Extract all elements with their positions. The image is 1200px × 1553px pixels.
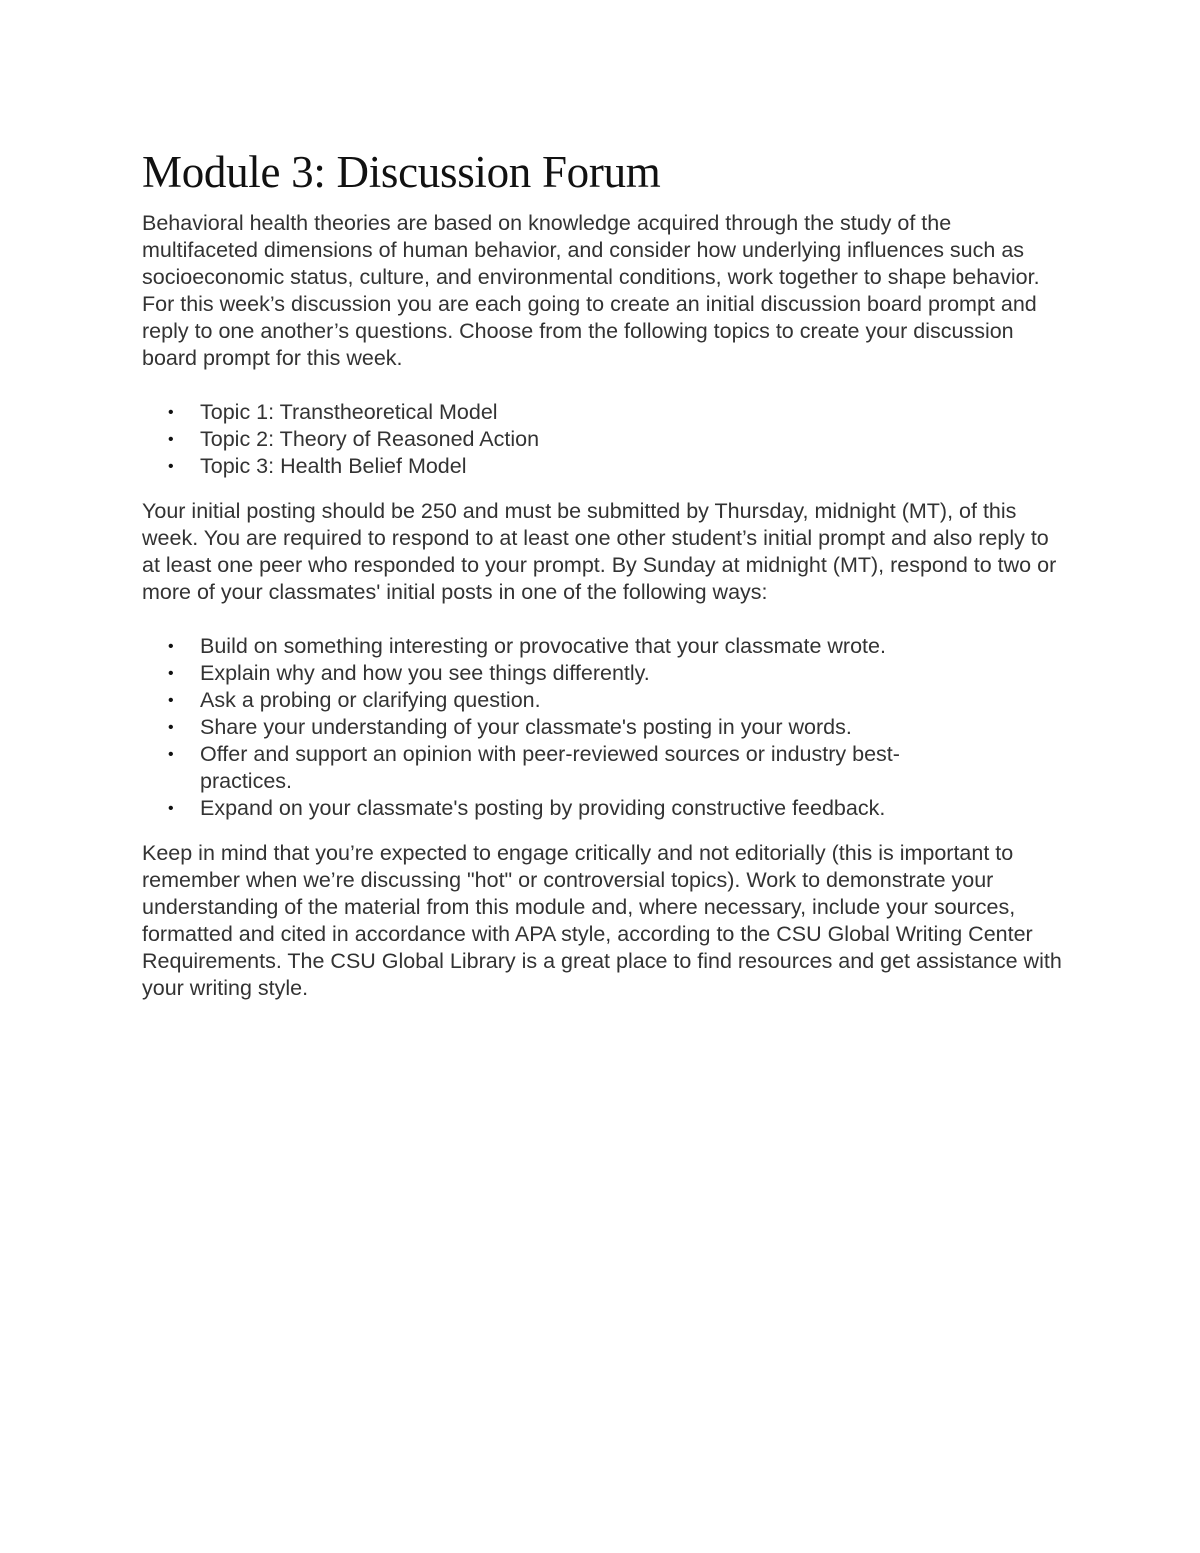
bullet-icon: •: [168, 746, 174, 763]
response-ways-list: [142, 633, 1062, 822]
bullet-icon: •: [168, 404, 174, 421]
list-item: [142, 399, 1062, 426]
bullet-icon: •: [168, 638, 174, 655]
list-item: [142, 795, 1062, 822]
posting-instructions-paragraph: Your initial posting should be 250 and must be submitted by Thursday, midnight (MT), of this week. You are required to respond to at least one other student’s initial prompt and also reply to at least one peer who responded to your prompt. By Sunday at midnight (MT), respond to two or more of your classmates' initial posts in one of the following ways:: [142, 499, 1057, 604]
bullet-icon: •: [168, 800, 174, 817]
closing-paragraph: Keep in mind that you’re expected to engage critically and not editorially (this is important to remember when we’re discussing "hot" or controversial topics). Work to demonstrate your understanding of the material from this module and, where necessary, include your sources, formatted and cited in accordance with APA style, according to the CSU Global Writing Center Requirements. The CSU Global Library is a great place to find resources and get assistance with your writing style.: [142, 841, 1062, 1000]
bullet-icon: •: [168, 719, 174, 736]
topic-list: [142, 399, 1062, 480]
list-item: [142, 687, 1062, 714]
document-page: [142, 140, 1062, 1002]
bullet-icon: •: [168, 692, 174, 709]
response-way-label: Share your understanding of your classmate's posting in your words.: [200, 715, 852, 739]
intro-paragraph: Behavioral health theories are based on knowledge acquired through the study of the multifaceted dimensions of human behavior, and consider how underlying influences such as socioeconomic status, culture, and environmental conditions, work together to shape behavior. For this week’s discussion you are each going to create an initial discussion board prompt and reply to one another’s questions. Choose from the following topics to create your discussion board prompt for this week.: [142, 211, 1040, 370]
list-item: [142, 633, 1062, 660]
list-item: [142, 660, 1062, 687]
response-way-label: Explain why and how you see things differently.: [200, 661, 650, 685]
list-item: [142, 714, 1062, 741]
topic-label: Topic 1: Transtheoretical Model: [200, 400, 498, 424]
page-title: Module 3: Discussion Forum: [142, 147, 661, 197]
list-item: [142, 453, 1062, 480]
response-way-label: Build on something interesting or provocative that your classmate wrote.: [200, 634, 886, 658]
response-way-label: Offer and support an opinion with peer-reviewed sources or industry best-practices.: [200, 742, 900, 793]
list-item: [142, 426, 1062, 453]
response-way-label: Expand on your classmate's posting by providing constructive feedback.: [200, 796, 886, 820]
list-item: [142, 741, 970, 795]
topic-label: Topic 2: Theory of Reasoned Action: [200, 427, 540, 451]
topic-label: Topic 3: Health Belief Model: [200, 454, 467, 478]
bullet-icon: •: [168, 665, 174, 682]
bullet-icon: •: [168, 431, 174, 448]
bullet-icon: •: [168, 458, 174, 475]
response-way-label: Ask a probing or clarifying question.: [200, 688, 541, 712]
